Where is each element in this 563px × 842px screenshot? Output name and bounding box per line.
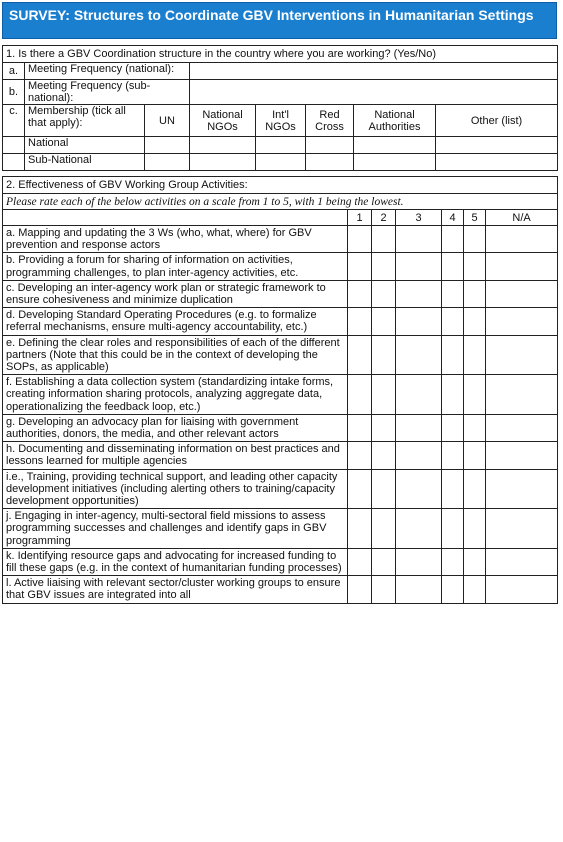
activity-row	[3, 253, 558, 280]
rating-cell[interactable]	[396, 469, 442, 509]
rating-cell[interactable]	[442, 253, 464, 280]
rating-cell[interactable]	[348, 226, 372, 253]
membership-row-subnational: Sub-National	[25, 154, 145, 171]
rating-cell[interactable]	[396, 335, 442, 375]
activity-label: k. Identifying resource gaps and advocating for increased funding to fill these gaps (e.g. in the context of humanitarian funding processes)	[3, 548, 348, 575]
rating-cell[interactable]	[442, 280, 464, 307]
rating-cell[interactable]	[486, 509, 558, 549]
rating-cell[interactable]	[348, 280, 372, 307]
rating-cell[interactable]	[442, 308, 464, 335]
rating-cell[interactable]	[348, 414, 372, 441]
activity-row	[3, 469, 558, 509]
membership-cell[interactable]	[436, 137, 558, 154]
rating-cell[interactable]	[348, 442, 372, 469]
page-title: SURVEY: Structures to Coordinate GBV Interventions in Humanitarian Settings	[2, 2, 557, 39]
membership-cell[interactable]	[306, 154, 354, 171]
rating-header-5: 5	[464, 210, 486, 226]
rating-cell[interactable]	[372, 308, 396, 335]
rating-cell[interactable]	[348, 375, 372, 415]
rating-cell[interactable]	[348, 576, 372, 603]
meeting-frequency-national-field[interactable]	[190, 63, 558, 80]
rating-cell[interactable]	[486, 548, 558, 575]
meeting-frequency-subnational-field[interactable]	[190, 80, 558, 105]
rating-cell[interactable]	[372, 335, 396, 375]
membership-row-national: National	[25, 137, 145, 154]
rating-cell[interactable]	[464, 308, 486, 335]
rating-cell[interactable]	[396, 280, 442, 307]
rating-cell[interactable]	[442, 442, 464, 469]
rating-cell[interactable]	[442, 509, 464, 549]
activity-row	[3, 308, 558, 335]
rating-cell[interactable]	[372, 442, 396, 469]
meeting-frequency-national-label: Meeting Frequency (national):	[25, 63, 190, 80]
activity-row	[3, 576, 558, 603]
activity-label: h. Documenting and disseminating information on best practices and lessons learned for multiple agencies	[3, 442, 348, 469]
col-national-ngos: National NGOs	[190, 105, 256, 137]
rating-cell[interactable]	[396, 308, 442, 335]
rating-cell[interactable]	[348, 253, 372, 280]
rating-cell[interactable]	[372, 548, 396, 575]
rating-cell[interactable]	[464, 509, 486, 549]
membership-cell[interactable]	[256, 154, 306, 171]
membership-cell[interactable]	[436, 154, 558, 171]
rating-cell[interactable]	[464, 375, 486, 415]
rating-cell[interactable]	[486, 442, 558, 469]
meeting-frequency-subnational-label: Meeting Frequency (sub-national):	[25, 80, 190, 105]
row-a-letter: a.	[3, 63, 25, 80]
activity-row	[3, 414, 558, 441]
activity-row	[3, 442, 558, 469]
rating-cell[interactable]	[372, 375, 396, 415]
membership-label: Membership (tick all that apply):	[25, 105, 145, 137]
rating-cell[interactable]	[442, 375, 464, 415]
col-intl-ngos: Int'l NGOs	[256, 105, 306, 137]
membership-cell[interactable]	[306, 137, 354, 154]
rating-cell[interactable]	[442, 576, 464, 603]
rating-cell[interactable]	[464, 576, 486, 603]
rating-cell[interactable]	[486, 335, 558, 375]
rating-cell[interactable]	[486, 414, 558, 441]
rating-cell[interactable]	[486, 576, 558, 603]
rating-instruction: Please rate each of the below activities on a scale from 1 to 5, with 1 being the lowest.	[3, 194, 558, 210]
rating-cell[interactable]	[486, 375, 558, 415]
rating-cell[interactable]	[396, 576, 442, 603]
rating-cell[interactable]	[396, 253, 442, 280]
membership-cell[interactable]	[145, 154, 190, 171]
activity-row	[3, 509, 558, 549]
rating-header-4: 4	[442, 210, 464, 226]
rating-cell[interactable]	[464, 335, 486, 375]
rating-cell[interactable]	[372, 469, 396, 509]
rating-cell[interactable]	[464, 226, 486, 253]
rating-cell[interactable]	[396, 375, 442, 415]
rating-cell[interactable]	[396, 548, 442, 575]
col-national-authorities: National Authorities	[354, 105, 436, 137]
question-1: 1. Is there a GBV Coordination structure in the country where you are working? (Yes/No)	[3, 46, 558, 63]
rating-cell[interactable]	[442, 335, 464, 375]
rating-cell[interactable]	[372, 576, 396, 603]
activity-label: g. Developing an advocacy plan for liaising with government authorities, donors, the media, and other relevant actors	[3, 414, 348, 441]
activity-label: f. Establishing a data collection system (standardizing intake forms, creating information sharing protocols, analyzing aggregate data, operationalizing the feedback loop, etc.)	[3, 375, 348, 415]
rating-cell[interactable]	[464, 280, 486, 307]
col-red-cross: Red Cross	[306, 105, 354, 137]
membership-cell[interactable]	[354, 154, 436, 171]
activity-label: l. Active liaising with relevant sector/cluster working groups to ensure that GBV issues are integrated into all	[3, 576, 348, 603]
activity-label: e. Defining the clear roles and responsibilities of each of the different partners (Note that this could be in the context of developing the SOPs, as applicable)	[3, 335, 348, 375]
row-c-letter: c.	[3, 105, 25, 137]
rating-cell[interactable]	[396, 509, 442, 549]
activity-row	[3, 226, 558, 253]
rating-cell[interactable]	[372, 414, 396, 441]
rating-cell[interactable]	[486, 308, 558, 335]
activity-label: c. Developing an inter-agency work plan or strategic framework to ensure cohesiveness and minimize duplication	[3, 280, 348, 307]
activity-row	[3, 375, 558, 415]
survey-page	[2, 2, 557, 604]
membership-cell[interactable]	[145, 137, 190, 154]
rating-cell[interactable]	[396, 442, 442, 469]
rating-header-na: N/A	[486, 210, 558, 226]
membership-cell[interactable]	[190, 154, 256, 171]
row-b-letter: b.	[3, 80, 25, 105]
rating-cell[interactable]	[396, 414, 442, 441]
section-2-table	[2, 176, 558, 604]
rating-header-2: 2	[372, 210, 396, 226]
rating-cell[interactable]	[464, 442, 486, 469]
activity-label: j. Engaging in inter-agency, multi-sectoral field missions to assess programming successes and challenges and identify gaps in GBV programming	[3, 509, 348, 549]
rating-cell[interactable]	[464, 469, 486, 509]
rating-cell[interactable]	[442, 414, 464, 441]
col-un: UN	[145, 105, 190, 137]
activity-label: d. Developing Standard Operating Procedures (e.g. to formalize referral mechanisms, ensure multi-agency accountability, etc.)	[3, 308, 348, 335]
activity-label: b. Providing a forum for sharing of information on activities, programming challenges, to plan inter-agency activities, etc.	[3, 253, 348, 280]
activity-row	[3, 548, 558, 575]
rating-header-blank	[3, 210, 348, 226]
rating-cell[interactable]	[348, 335, 372, 375]
rating-cell[interactable]	[372, 226, 396, 253]
rating-cell[interactable]	[372, 253, 396, 280]
rating-cell[interactable]	[372, 509, 396, 549]
rating-cell[interactable]	[486, 280, 558, 307]
rating-cell[interactable]	[348, 308, 372, 335]
col-other: Other (list)	[436, 105, 558, 137]
rating-cell[interactable]	[464, 548, 486, 575]
activity-row	[3, 335, 558, 375]
rating-cell[interactable]	[486, 469, 558, 509]
rating-cell[interactable]	[464, 414, 486, 441]
rating-cell[interactable]	[442, 469, 464, 509]
rating-cell[interactable]	[348, 548, 372, 575]
rating-cell[interactable]	[372, 280, 396, 307]
membership-cell[interactable]	[190, 137, 256, 154]
rating-cell[interactable]	[396, 226, 442, 253]
activity-row	[3, 280, 558, 307]
rating-cell[interactable]	[442, 226, 464, 253]
membership-cell[interactable]	[256, 137, 306, 154]
rating-header-1: 1	[348, 210, 372, 226]
rating-header-3: 3	[396, 210, 442, 226]
rating-cell[interactable]	[348, 509, 372, 549]
membership-cell[interactable]	[354, 137, 436, 154]
rating-cell[interactable]	[464, 253, 486, 280]
section-1-table	[2, 45, 558, 171]
question-2: 2. Effectiveness of GBV Working Group Activities:	[3, 177, 558, 194]
activity-label: i.e., Training, providing technical support, and leading other capacity development initiatives (including alerting others to training/capacity development opportunities)	[3, 469, 348, 509]
rating-cell[interactable]	[348, 469, 372, 509]
rating-cell[interactable]	[442, 548, 464, 575]
rating-cell[interactable]	[486, 253, 558, 280]
activity-label: a. Mapping and updating the 3 Ws (who, what, where) for GBV prevention and response actors	[3, 226, 348, 253]
rating-cell[interactable]	[486, 226, 558, 253]
